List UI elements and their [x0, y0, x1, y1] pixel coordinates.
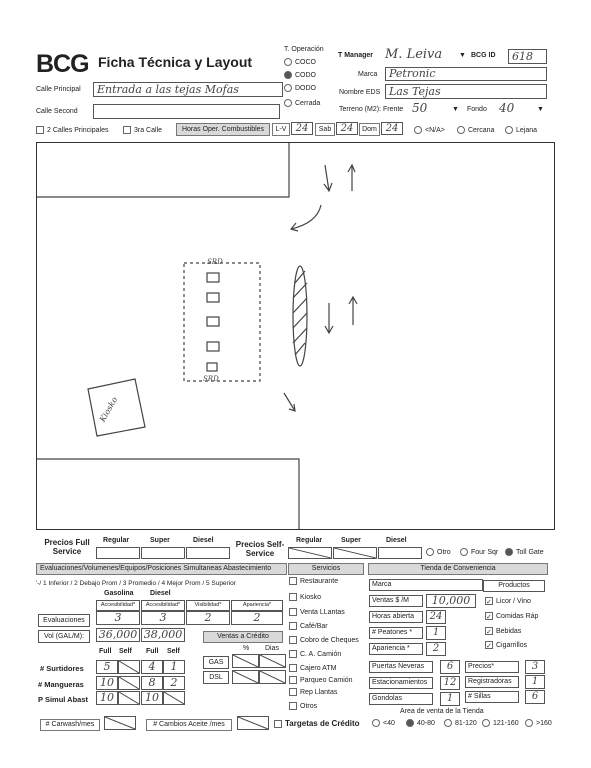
tercera-calle-checkbox[interactable]: 3ra Calle: [123, 126, 162, 134]
sub-header-3: Visibilidad*: [186, 600, 230, 611]
checkbox-icon: [274, 720, 282, 728]
checkbox-icon: [36, 126, 44, 134]
check-icon: ✓: [486, 643, 492, 650]
area-gt160[interactable]: >160: [525, 719, 552, 727]
rating-scale: '-/ 1 Inferior / 2 Debajo Prom / 3 Promedio / 4 Mejor Prom / 5 Superior: [36, 580, 236, 587]
t-operacion-label: T. Operación: [284, 46, 324, 53]
mangueras-gas-self[interactable]: [118, 676, 140, 690]
dom-label: Dom: [359, 123, 380, 136]
lv-field[interactable]: 24: [291, 122, 313, 135]
horas-abierta-field[interactable]: 24: [426, 610, 446, 624]
checkbox-icon: [289, 650, 297, 658]
radio-icon: [505, 126, 513, 134]
simul-abast-label: P Simul Abast: [38, 695, 89, 704]
vol-diesel[interactable]: 38,000: [141, 628, 185, 642]
operacion-coco[interactable]: COCO: [284, 58, 316, 66]
radio-icon: [457, 126, 465, 134]
toll-gate-option[interactable]: Toll Gate: [505, 548, 544, 556]
simul-gas-self[interactable]: [118, 691, 140, 705]
checkbox-icon: [289, 593, 297, 601]
carwash-field[interactable]: [104, 716, 136, 730]
horas-oper-button[interactable]: Horas Oper. Combustibles: [176, 123, 270, 136]
layout-sketch: [37, 143, 554, 529]
mangueras-dsl-self[interactable]: 2: [163, 676, 185, 690]
radio-icon: [444, 719, 452, 727]
eval-visibilidad[interactable]: 2: [186, 611, 230, 625]
price-self-regular[interactable]: [288, 547, 332, 559]
radio-icon: [482, 719, 490, 727]
eval-accesibilidad-diesel[interactable]: 3: [141, 611, 185, 625]
col-diesel-self-label: Diesel: [386, 537, 407, 544]
radio-icon: [284, 71, 292, 79]
servicio-kiosko[interactable]: Kiosko: [289, 593, 321, 601]
sillas-field[interactable]: 6: [525, 690, 545, 704]
radio-icon: [372, 719, 380, 727]
radio-icon: [505, 548, 513, 556]
simul-dsl-self[interactable]: [163, 691, 185, 705]
sub-header-2: Accesibilidad*: [141, 600, 185, 611]
precios-tienda-label: Precios*: [465, 661, 519, 673]
check-icon: ✓: [486, 599, 492, 606]
servicio-restaurante[interactable]: Restaurante: [289, 577, 338, 585]
col-regular-label: Regular: [103, 537, 130, 544]
checkbox-icon: [289, 577, 297, 585]
gondolas-label: Gondolas: [369, 693, 433, 705]
marca-label: Marca: [358, 71, 378, 78]
tarjetas-credito-checkbox[interactable]: Targetas de Crédito: [274, 719, 360, 728]
chevron-down-icon[interactable]: ▼: [452, 106, 459, 113]
fondo-field[interactable]: 40: [499, 101, 515, 115]
vol-gasolina[interactable]: 36,000: [96, 628, 140, 642]
dias-label: Dias: [265, 645, 280, 652]
check-icon: ✓: [486, 629, 492, 636]
col-super-label: Super: [150, 537, 170, 544]
sillas-label: # Sillas: [465, 691, 519, 703]
simul-gas-full[interactable]: 10: [96, 691, 118, 705]
calle-second-field[interactable]: [93, 104, 280, 119]
horas-abierta-label: Horas abierta: [369, 611, 423, 623]
checkbox-icon: [289, 608, 297, 616]
operacion-cerrada[interactable]: Cerrada: [284, 99, 320, 107]
gas-label: GAS: [203, 656, 229, 669]
credito-dsl-pct[interactable]: [232, 670, 259, 684]
area-81-120[interactable]: 81-120: [444, 719, 477, 727]
srd-top-label: SRD: [207, 258, 223, 266]
marca-field[interactable]: Petronic: [385, 67, 547, 81]
chevron-down-icon[interactable]: ▼: [537, 106, 544, 113]
self-label: Self: [119, 648, 132, 655]
mangueras-gas-full[interactable]: 10: [96, 676, 118, 690]
t-manager-label: T Manager: [338, 52, 374, 59]
credito-gas-dias[interactable]: [259, 654, 286, 668]
puertas-neveras-label: Puertas Neveras: [369, 661, 433, 673]
checkbox-icon: [289, 636, 297, 644]
bcg-id-field[interactable]: 618: [508, 49, 547, 64]
surtidores-gas-self[interactable]: [118, 660, 140, 674]
registradoras-field[interactable]: 1: [525, 675, 545, 689]
price-full-regular[interactable]: [96, 547, 140, 559]
radio-icon: [406, 719, 414, 727]
nombre-eds-label: Nombre EDS: [339, 89, 381, 96]
evaluaciones-bar: Evaluaciones/Volumenes/Equipos/Posiciones Simultaneas Abastecimiento: [36, 563, 287, 575]
sub-header-1: Accesibilidad*: [96, 600, 140, 611]
mangueras-label: # Mangueras: [38, 680, 84, 689]
price-self-diesel[interactable]: [378, 547, 422, 559]
peatones-field[interactable]: 1: [426, 626, 446, 640]
servicio-otros[interactable]: Otros: [289, 702, 317, 710]
gasolina-label: Gasolina: [104, 590, 134, 597]
fondo-label: Fondo: [467, 106, 487, 113]
servicios-header: Servicios: [288, 563, 364, 575]
col-diesel-label: Diesel: [193, 537, 214, 544]
checkbox-icon: [289, 622, 297, 630]
precios-self-label: Precios Self-Service: [235, 540, 285, 558]
area-venta-label: Area de venta de la Tienda: [400, 708, 484, 715]
servicio-cobro-cheques[interactable]: Cobro de Cheques: [289, 636, 359, 644]
radio-icon: [284, 99, 292, 107]
radio-icon: [460, 548, 468, 556]
price-full-diesel[interactable]: [186, 547, 230, 559]
ventas-credito-button[interactable]: Ventas a Crédito: [203, 631, 283, 643]
radio-icon: [284, 58, 292, 66]
terreno-label: Terreno (M2): Frente: [339, 106, 404, 113]
apariencia-label: Apariencia *: [369, 643, 423, 655]
na-option[interactable]: <N/A>: [414, 126, 445, 134]
servicio-cajero-atm[interactable]: Cajero ATM: [289, 664, 336, 672]
puertas-neveras-field[interactable]: 6: [440, 660, 460, 674]
check-icon: ✓: [486, 614, 492, 621]
servicio-rep-llantas[interactable]: Rep Llantas: [289, 688, 337, 696]
cambios-aceite-field[interactable]: [237, 716, 269, 730]
dsl-label: DSL: [203, 671, 229, 684]
chevron-down-icon[interactable]: ▼: [459, 52, 466, 59]
carwash-label: # Carwash/mes: [40, 719, 100, 731]
credito-dsl-dias[interactable]: [259, 670, 286, 684]
logo: BCG: [36, 50, 89, 78]
surtidores-label: # Surtidores: [40, 664, 84, 673]
radio-icon: [284, 84, 292, 92]
bcg-id-label: BCG ID: [471, 52, 496, 59]
price-self-super[interactable]: [333, 547, 377, 559]
sab-label: Sab: [315, 123, 335, 136]
estacionamientos-label: Estacionamientos: [369, 677, 433, 689]
eval-accesibilidad-gas[interactable]: 3: [96, 611, 140, 625]
col-regular-self-label: Regular: [296, 537, 323, 544]
pct-label: %: [243, 645, 250, 652]
surtidores-dsl-full[interactable]: 4: [141, 660, 163, 674]
calle-second-label: Calle Second: [36, 108, 78, 115]
radio-icon: [414, 126, 422, 134]
nombre-eds-field[interactable]: Las Tejas: [385, 84, 547, 99]
vol-label: Vol (GAL/M):: [38, 630, 90, 643]
producto-bebidas[interactable]: ✓ Bebidas: [486, 627, 522, 636]
precios-tienda-field[interactable]: 3: [525, 660, 545, 674]
kiosko-label: Kiosko: [97, 395, 120, 424]
lv-label: L-V: [272, 123, 290, 136]
producto-cigarrillos[interactable]: ✓ Cigarrillos: [486, 641, 528, 650]
price-full-super[interactable]: [141, 547, 185, 559]
radio-icon: [525, 719, 533, 727]
peatones-label: # Peatones *: [369, 627, 423, 639]
apariencia-field[interactable]: 2: [426, 642, 446, 656]
ventas-field[interactable]: 10,000: [426, 594, 476, 608]
frente-field[interactable]: 50: [412, 101, 428, 115]
producto-licor[interactable]: ✓ Licor / Vino: [486, 597, 531, 606]
srd-bottom-label: SRD: [203, 375, 219, 383]
area-121-160[interactable]: 121-160: [482, 719, 519, 727]
productos-label: Productos: [483, 580, 545, 592]
servicio-ca-camion[interactable]: C. A. Camión: [289, 650, 341, 658]
producto-comidas[interactable]: ✓ Comidas Ráp: [486, 612, 539, 621]
calle-principal-field[interactable]: Entrada a las tejas Mofas: [93, 82, 283, 97]
checkbox-icon: [289, 688, 297, 696]
four-sqr-option[interactable]: Four Sqr: [460, 548, 498, 556]
checkbox-icon: [289, 676, 297, 684]
lejana-option[interactable]: Lejana: [505, 126, 537, 134]
tienda-header: Tienda de Conveniencia: [368, 563, 548, 575]
radio-icon: [426, 548, 434, 556]
surtidores-gas-full[interactable]: 5: [96, 660, 118, 674]
operacion-dodo[interactable]: DODO: [284, 84, 316, 92]
evaluaciones-label: Evaluaciones: [38, 614, 90, 627]
gondolas-field[interactable]: 1: [440, 692, 460, 706]
precios-full-label: Precios Full Service: [44, 538, 90, 556]
self-label-diesel: Self: [167, 648, 180, 655]
diesel-label: Diesel: [150, 590, 171, 597]
full-label: Full: [99, 648, 112, 655]
mangueras-dsl-full[interactable]: 8: [141, 676, 163, 690]
checkbox-icon: [289, 664, 297, 672]
cercana-option[interactable]: Cercana: [457, 126, 494, 134]
credito-gas-pct[interactable]: [232, 654, 259, 668]
checkbox-icon: [289, 702, 297, 710]
full-label-diesel: Full: [146, 648, 159, 655]
operacion-codo[interactable]: CODO: [284, 71, 316, 79]
surtidores-dsl-self[interactable]: 1: [163, 660, 185, 674]
sab-field[interactable]: 24: [336, 122, 358, 135]
servicio-venta-llantas[interactable]: Venta LLantas: [289, 608, 345, 616]
col-super-self-label: Super: [341, 537, 361, 544]
page-title: Ficha Técnica y Layout: [98, 54, 253, 70]
registradoras-label: Registradoras: [465, 676, 519, 688]
calle-principal-label: Calle Principal: [36, 86, 81, 93]
checkbox-icon: [123, 126, 131, 134]
sub-header-4: Apariencia*: [231, 600, 283, 611]
tienda-marca-label: Marca: [369, 579, 483, 591]
cambios-aceite-label: # Cambios Aceite /mes: [146, 719, 232, 731]
calles-principales-checkbox[interactable]: 2 Calles Principales: [36, 126, 108, 134]
servicio-parqueo-camion[interactable]: Parqueo Camión: [289, 676, 353, 684]
simul-dsl-full[interactable]: 10: [141, 691, 163, 705]
servicio-cafe-bar[interactable]: Café/Bar: [289, 622, 328, 630]
otro-option[interactable]: Otro: [426, 548, 451, 556]
ventas-label: Ventas $ /M: [369, 595, 423, 607]
area-40-80[interactable]: 40-80: [406, 719, 435, 727]
t-manager-field[interactable]: M. Leiva: [382, 48, 455, 62]
eval-apariencia[interactable]: 2: [231, 611, 283, 625]
area-lt40[interactable]: <40: [372, 719, 395, 727]
dom-field[interactable]: 24: [381, 122, 403, 135]
estacionamientos-field[interactable]: 12: [440, 676, 460, 690]
layout-sketch-area: [36, 142, 555, 530]
